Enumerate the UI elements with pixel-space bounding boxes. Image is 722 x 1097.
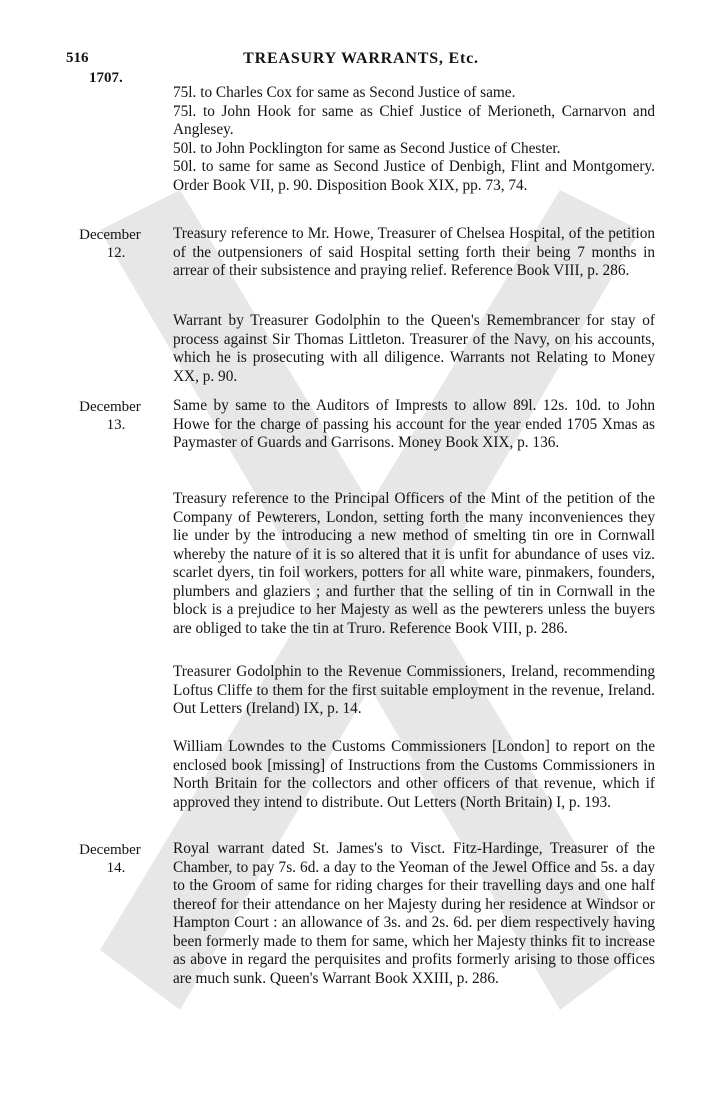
- paragraph: 75l. to Charles Cox for same as Second Justice of same.: [173, 84, 516, 101]
- entry-text: [173, 225, 655, 281]
- paragraph: Treasury reference to the Principal Officers of the Mint of the petition of the Company of Pewterers, London, setting forth the many inconveniences they lie under by the introducing a new method of smelting tin ore in Cornwall whereby the nature of it is so altered that it is unfit for abundance of uses viz. scarlet dyers, tin foil workers, potters for all white ware, pinmakers, founders, plumbers and glaziers ; and further that the selling of tin in Cornwall in the block is a prejudice to her Majesty as well as the pewterers unless the buyers are obliged to take the tin at Truro. Reference Book VIII, p. 286.: [173, 490, 655, 637]
- paragraph: 75l. to John Hook for same as Chief Justice of Merioneth, Carnarvon and Anglesey.: [173, 102, 655, 138]
- paragraph: Warrant by Treasurer Godolphin to the Queen's Remembrancer for stay of process against Sir Thomas Littleton. Treasurer of the Navy, on his accounts, which he is prosecuting with all diligence. Warrants not Relating to Money XX, p. 90.: [173, 312, 655, 385]
- margin-date: December 12.: [79, 227, 141, 261]
- entry-text: [173, 490, 655, 638]
- paragraph: Treasurer Godolphin to the Revenue Commissioners, Ireland, recommending Loftus Cliffe to them for the first suitable employment in the revenue, Ireland. Out Letters (Ireland) IX, p. 14.: [173, 663, 655, 717]
- entry-text: [173, 312, 655, 386]
- paragraph: Same by same to the Auditors of Imprests to allow 89l. 12s. 10d. to John Howe for the charge of passing his account for the year ended 1705 Xmas as Paymaster of Guards and Garrisons. Money Book XIX, p. 136.: [173, 397, 655, 451]
- year-marker: 1707.: [89, 70, 123, 86]
- entry-text: [173, 663, 655, 719]
- entry-text: [173, 397, 655, 453]
- running-head: TREASURY WARRANTS, Etc.: [243, 50, 479, 67]
- entry-text: [173, 738, 655, 812]
- paragraph: 50l. to same for same as Second Justice of Denbigh, Flint and Montgomery. Order Book VII, p. 90. Disposition Book XIX, pp. 73, 74.: [173, 158, 655, 194]
- paragraph: Treasury reference to Mr. Howe, Treasurer of Chelsea Hospital, of the petition of the outpensioners of said Hospital setting forth their being 7 months in arrear of their subsistence and praying relief. Reference Book VIII, p. 286.: [173, 225, 655, 279]
- entry-text: [173, 84, 655, 195]
- paragraph: Royal warrant dated St. James's to Visct. Fitz-Hardinge, Treasurer of the Chamber, to pay 7s. 6d. a day to the Yeoman of the Jewel Office and 5s. a day to the Groom of same for riding charges for their travelling days and one half thereof for their attendance on her Majesty during her residence at Windsor or Hampton Court : an allowance of 3s. and 2s. 6d. per diem respectively having been formerly made to them for same, which her Majesty thinks fit to increase as above in regard the perquisites and profits formerly arising to those offices are much sunk. Queen's Warrant Book XXIII, p. 286.: [173, 840, 655, 987]
- paragraph: William Lowndes to the Customs Commissioners [London] to report on the enclosed book [missing] of Instructions from the Customs Commissioners in North Britain for the collectors and other officers of that revenue, which if approved they intend to distribute. Out Letters (North Britain) I, p. 193.: [173, 738, 655, 811]
- entry-text: [173, 840, 655, 988]
- margin-date: December 14.: [79, 842, 141, 876]
- page-number: 516: [66, 50, 89, 66]
- paragraph: 50l. to John Pocklington for same as Second Justice of Chester.: [173, 139, 561, 157]
- margin-date: December 13.: [79, 399, 141, 433]
